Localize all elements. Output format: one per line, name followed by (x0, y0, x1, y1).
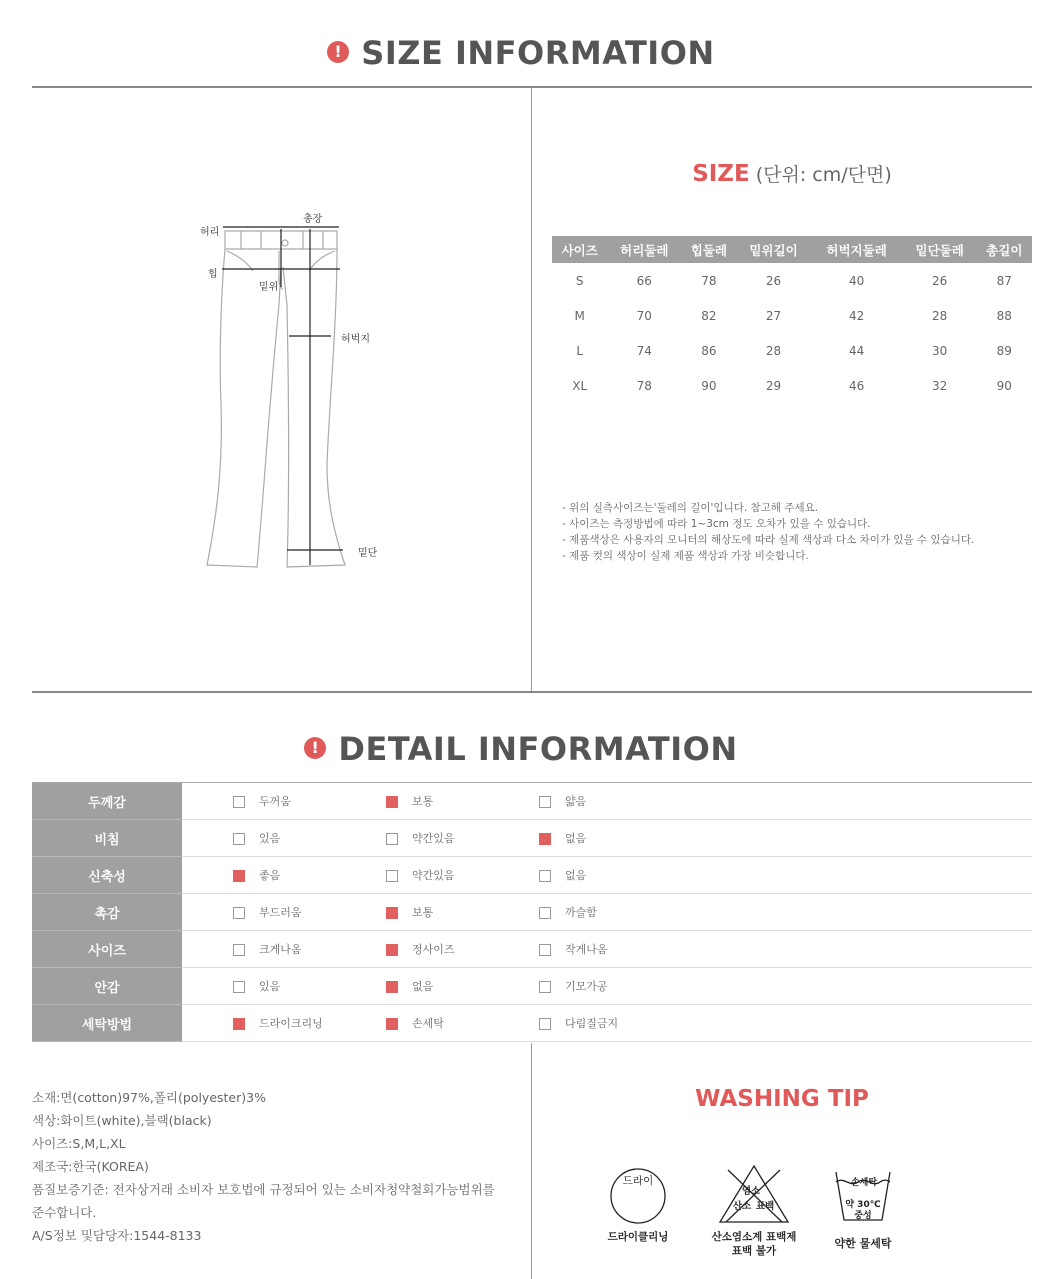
checkbox-icon (386, 870, 398, 882)
detail-option-label: 얇음 (565, 795, 587, 808)
dry-label: 드라이클리닝 (607, 1231, 669, 1243)
checked-box-icon (539, 833, 551, 845)
detail-options-wrap (182, 830, 1032, 846)
checkbox-icon (539, 1018, 551, 1030)
detail-option (386, 1015, 539, 1031)
detail-option-label: 없음 (412, 980, 434, 993)
note-line: - 제품 컷의 색상이 실제 제품 색상과 가장 비슷합니다. (562, 550, 809, 562)
detail-option-label: 없음 (565, 832, 587, 845)
detail-option (233, 1015, 386, 1031)
material-line: A/S정보 및담당자:1544-8133 (32, 1228, 202, 1243)
note-line: - 사이즈는 측정방법에 따라 1~3cm 정도 오차가 있을 수 있습니다. (562, 518, 871, 530)
detail-option (233, 793, 386, 809)
detail-option (539, 1015, 692, 1031)
detail-option-label: 드라이크리닝 (259, 1017, 323, 1030)
size-table-header (552, 236, 1032, 263)
vertical-divider (531, 88, 532, 692)
size-table-body (552, 263, 1032, 403)
detail-option-label: 두꺼움 (259, 795, 291, 808)
detail-info-title-text: DETAIL INFORMATION (338, 730, 738, 768)
size-header-cell: 사이즈 (552, 236, 607, 263)
detail-label: 신축성 (32, 857, 182, 894)
size-cell: 88 (996, 308, 1012, 323)
size-cell: 29 (765, 378, 782, 393)
detail-option (539, 941, 692, 957)
size-cell: 86 (701, 343, 717, 358)
detail-option-label: 작게나옴 (565, 943, 608, 956)
checked-box-icon (386, 796, 398, 808)
label-thigh: 허벅지 (341, 334, 370, 345)
checked-box-icon (386, 981, 398, 993)
detail-option (539, 978, 692, 994)
size-cell: 26 (932, 273, 948, 288)
detail-option (386, 867, 539, 883)
washing-tip-title: WASHING TIP (695, 1086, 869, 1112)
size-cell: 78 (636, 378, 652, 393)
detail-option (233, 867, 386, 883)
material-line: 준수합니다. (32, 1205, 97, 1220)
checked-box-icon (233, 870, 245, 882)
detail-options (182, 1005, 1032, 1042)
detail-option-label: 다림질금지 (565, 1017, 619, 1030)
detail-row (32, 894, 1032, 931)
detail-option (233, 978, 386, 994)
size-header-cell: 힙둘레 (681, 236, 736, 263)
detail-options (182, 783, 1032, 820)
detail-options-wrap (182, 904, 1032, 920)
detail-options-wrap (182, 793, 1032, 809)
size-notes (562, 500, 974, 564)
size-header-cell: 총길이 (977, 236, 1032, 263)
detail-option (233, 904, 386, 920)
bleach-icon-right: 표백 (755, 1201, 775, 1212)
detail-options-wrap (182, 867, 1032, 883)
detail-label: 세탁방법 (32, 1005, 182, 1042)
checkbox-icon (233, 944, 245, 956)
material-line: 소재:면(cotton)97%,폴리(polyester)3% (32, 1090, 266, 1105)
size-heading-unit: (단위: cm/단면) (755, 164, 892, 186)
size-cell: 74 (636, 343, 652, 358)
note-line: - 제품색상은 사용자의 모니터의 해상도에 따라 실제 색상과 다소 차이가 있을 수 있습니다. (562, 534, 975, 546)
checkbox-icon (539, 907, 551, 919)
detail-row (32, 968, 1032, 1005)
detail-option-label: 까슬함 (565, 906, 597, 919)
detail-option (386, 978, 539, 994)
size-cell: 78 (701, 273, 717, 288)
size-table (552, 236, 1032, 403)
detail-option-label: 정사이즈 (412, 943, 455, 956)
detail-option-label: 없음 (565, 869, 587, 882)
detail-label: 비침 (32, 820, 182, 857)
detail-option (539, 867, 692, 883)
checkbox-icon (233, 796, 245, 808)
size-cell: 89 (996, 343, 1012, 358)
size-info-title-text: SIZE INFORMATION (361, 34, 715, 72)
material-line: 색상:화이트(white),블랙(black) (32, 1113, 212, 1128)
size-cell: 66 (636, 273, 652, 288)
detail-options (182, 894, 1032, 931)
vertical-divider (531, 1043, 532, 1279)
bleach-icon-top: 염소 (741, 1186, 761, 1197)
size-info-title (0, 34, 1042, 72)
size-heading (552, 160, 1032, 187)
size-row (552, 368, 1032, 403)
size-heading-big: SIZE (692, 161, 750, 187)
checkbox-icon (539, 870, 551, 882)
detail-label: 두께감 (32, 783, 182, 820)
label-total: 총장 (303, 214, 323, 225)
detail-option (233, 830, 386, 846)
checked-box-icon (386, 944, 398, 956)
size-cell: XL (572, 378, 588, 393)
detail-info-title (0, 730, 1042, 768)
checkbox-icon (539, 944, 551, 956)
checkbox-icon (233, 981, 245, 993)
size-cell: 26 (765, 273, 782, 288)
checkbox-icon (539, 981, 551, 993)
checked-box-icon (233, 1018, 245, 1030)
size-header-cell: 허벅지둘레 (810, 236, 902, 263)
size-header-cell: 밑위길이 (737, 236, 811, 263)
checked-box-icon (386, 1018, 398, 1030)
label-rise: 밑위 (259, 282, 279, 293)
size-cell: 28 (932, 308, 948, 323)
detail-options (182, 931, 1032, 968)
size-cell: 46 (848, 378, 865, 393)
hand-label: 약한 물세탁 (834, 1237, 892, 1250)
pants-diagram (195, 205, 385, 585)
detail-label: 안감 (32, 968, 182, 1005)
size-cell: S (575, 273, 584, 288)
label-hip: 힙 (208, 269, 218, 280)
alert-icon: ! (327, 41, 349, 63)
bleach-label-2: 표백 불가 (731, 1245, 777, 1257)
detail-option (539, 793, 692, 809)
material-line: 제조국:한국(KOREA) (32, 1159, 149, 1174)
hand-icon-top: 손세탁 (850, 1178, 878, 1188)
detail-option (539, 830, 692, 846)
size-cell: 32 (932, 378, 948, 393)
checkbox-icon (233, 907, 245, 919)
detail-option-label: 약간있음 (412, 832, 455, 845)
divider (32, 691, 1032, 693)
detail-options-wrap (182, 1015, 1032, 1031)
label-hem: 밑단 (358, 548, 378, 559)
detail-option (386, 830, 539, 846)
detail-option-label: 손세탁 (412, 1017, 444, 1030)
size-cell: 27 (765, 308, 782, 323)
hand-icon-mid: 약 30℃ (845, 1200, 881, 1210)
detail-options (182, 857, 1032, 894)
detail-label: 사이즈 (32, 931, 182, 968)
detail-options-wrap (182, 978, 1032, 994)
checkbox-icon (233, 833, 245, 845)
detail-option-label: 보통 (412, 795, 434, 808)
bleach-icon-mid: 산소 (732, 1201, 752, 1212)
detail-option-label: 보통 (412, 906, 434, 919)
bleach-label-1: 산소염소계 표백제 (711, 1231, 797, 1243)
note-line: - 위의 실측사이즈는'둘레의 길이'입니다. 참고해 주세요. (562, 502, 819, 514)
label-waist: 허리 (200, 227, 220, 238)
detail-option (386, 904, 539, 920)
detail-option (233, 941, 386, 957)
material-info (32, 1086, 527, 1247)
size-cell: 90 (701, 378, 717, 393)
divider (32, 86, 1032, 88)
size-row (552, 263, 1032, 298)
size-cell: 44 (848, 343, 865, 358)
size-cell: 40 (848, 273, 865, 288)
detail-option-label: 좋음 (259, 869, 281, 882)
size-cell: 70 (636, 308, 652, 323)
size-cell: 28 (765, 343, 782, 358)
detail-option-label: 기모가공 (565, 980, 608, 993)
size-cell: 42 (848, 308, 865, 323)
size-cell: L (576, 343, 584, 358)
checkbox-icon (386, 833, 398, 845)
detail-option (386, 793, 539, 809)
alert-icon: ! (304, 737, 326, 759)
size-cell: 87 (996, 273, 1012, 288)
size-row (552, 333, 1032, 368)
detail-option (539, 904, 692, 920)
detail-option-label: 부드러움 (259, 906, 302, 919)
size-row (552, 298, 1032, 333)
hand-icon-bottom: 중성 (854, 1211, 872, 1221)
detail-options (182, 968, 1032, 1005)
size-cell: M (574, 308, 585, 323)
detail-options (182, 820, 1032, 857)
detail-options-wrap (182, 941, 1032, 957)
dry-icon-text: 드라이 (622, 1175, 654, 1187)
size-header-cell: 밑단둘레 (903, 236, 977, 263)
size-header-cell: 허리둘레 (607, 236, 681, 263)
detail-table (32, 782, 1032, 1042)
detail-label: 촉감 (32, 894, 182, 931)
material-line: 품질보증기준: 전자상거래 소비자 보호법에 규정되어 있는 소비자청약철회가능범위를 (32, 1182, 495, 1197)
material-line: 사이즈:S,M,L,XL (32, 1136, 126, 1151)
size-cell: 30 (932, 343, 948, 358)
checked-box-icon (386, 907, 398, 919)
detail-option-label: 있음 (259, 980, 281, 993)
size-cell: 82 (701, 308, 717, 323)
detail-option (386, 941, 539, 957)
detail-row (32, 1005, 1032, 1042)
detail-row (32, 820, 1032, 857)
detail-row (32, 783, 1032, 820)
detail-row (32, 857, 1032, 894)
checkbox-icon (539, 796, 551, 808)
size-cell: 90 (996, 378, 1012, 393)
detail-row (32, 931, 1032, 968)
detail-option-label: 크게나옴 (259, 943, 302, 956)
detail-option-label: 있음 (259, 832, 281, 845)
detail-option-label: 약간있음 (412, 869, 455, 882)
